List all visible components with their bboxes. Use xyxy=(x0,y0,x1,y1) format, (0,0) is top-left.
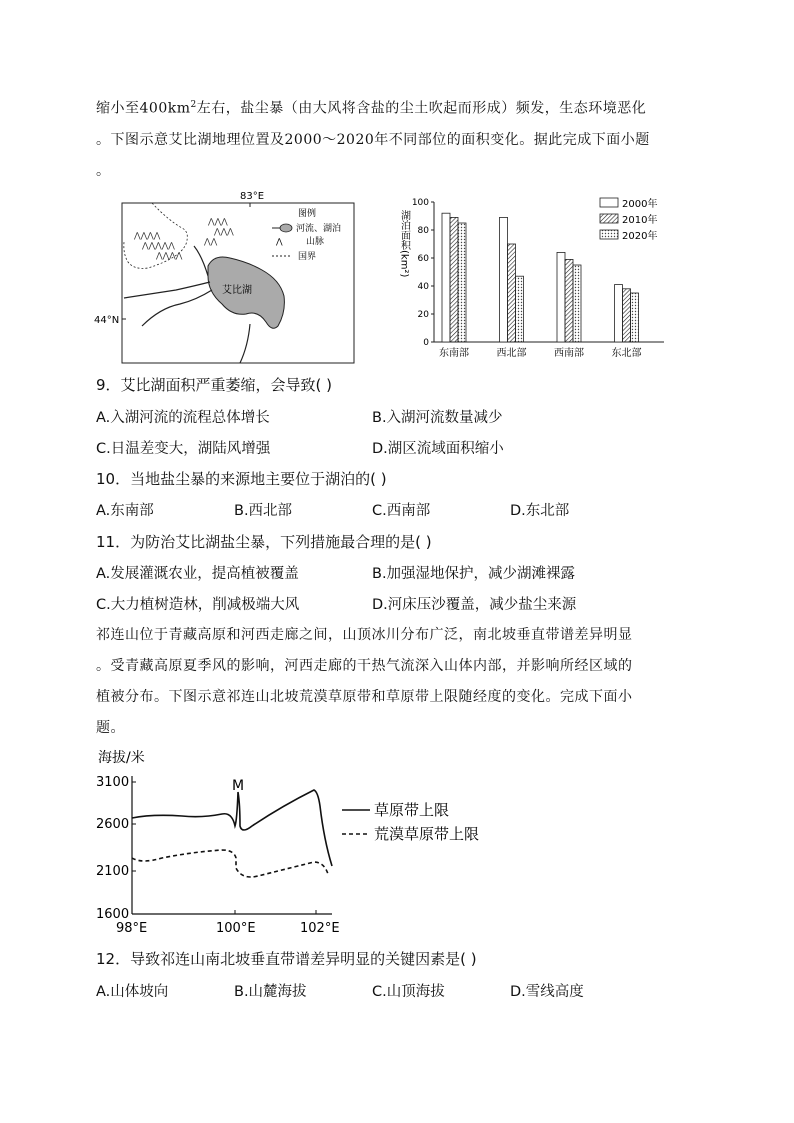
q12-option-a[interactable]: A.山体坡向 xyxy=(96,984,169,1000)
legend-solid-label: 草原带上限 xyxy=(374,801,450,819)
q10-option-b[interactable]: B.西北部 xyxy=(234,503,293,519)
q9-option-c[interactable]: C.日温差变大，湖陆风增强 xyxy=(96,441,271,457)
bar-2000年-西北部 xyxy=(500,217,508,342)
bar-category-label: 西南部 xyxy=(554,348,584,359)
question-12-stem: 12．导致祁连山南北坡垂直带谱差异明显的关键因素是( ) xyxy=(96,950,477,968)
bar-ytick-label: 20 xyxy=(417,310,429,320)
bar-2020年-西南部 xyxy=(573,265,581,342)
bar-2010年-东南部 xyxy=(450,217,458,342)
q9-option-a[interactable]: A.入湖河流的流程总体增长 xyxy=(96,410,270,426)
bar-legend-swatch xyxy=(600,198,618,207)
intro2-line4: 题。 xyxy=(96,720,125,736)
q11-option-c[interactable]: C.大力植树造林，削减极端大风 xyxy=(96,597,300,613)
q12-option-c[interactable]: C.山顶海拔 xyxy=(372,984,445,1000)
svg-text:山脉: 山脉 xyxy=(306,237,325,247)
ytick-2600: 2600 xyxy=(96,817,130,832)
intro-paragraph-2 xyxy=(96,620,706,744)
svg-text:河流、湖泊: 河流、湖泊 xyxy=(296,224,342,234)
bar-ytick-label: 40 xyxy=(417,282,429,292)
bar-ytick-label: 80 xyxy=(417,226,429,236)
bar-2010年-西南部 xyxy=(565,259,573,342)
bar-2010年-西北部 xyxy=(508,244,516,342)
bar-category-label: 东北部 xyxy=(611,348,642,359)
svg-text:⋀⋀⋀: ⋀⋀⋀ xyxy=(214,227,234,236)
intro2-line2: 。受青藏高原夏季风的影响，河西走廊的干热气流深入山体内部，并影响所经区域的 xyxy=(96,658,633,674)
desert-steppe-upper-limit-line xyxy=(132,850,328,877)
bar-2000年-东北部 xyxy=(615,285,623,342)
svg-text:图例: 图例 xyxy=(298,209,317,219)
bar-category-label: 东南部 xyxy=(439,348,469,359)
question-11-stem: 11．为防治艾比湖盐尘暴，下列措施最合理的是( ) xyxy=(96,533,432,551)
bar-2010年-东北部 xyxy=(623,289,631,342)
bar-legend-swatch xyxy=(600,230,618,239)
intro1-line1: 缩小至$400km^2$左右，盐尘暴（由大风将含盐的尘土吹起而形成）频发，生态环境恶化 xyxy=(96,100,647,117)
ytick-3100: 3100 xyxy=(96,775,130,790)
steppe-upper-limit-line xyxy=(132,790,332,866)
svg-text:⋀⋀⋀: ⋀⋀⋀ xyxy=(208,217,228,226)
lake-area-bar-chart xyxy=(394,190,674,366)
q12-option-d[interactable]: D.雪线高度 xyxy=(510,984,584,1000)
legend-dashed-label: 荒漠草原带上限 xyxy=(374,825,480,843)
xtick-98: 98°E xyxy=(116,921,148,934)
ebinur-lake-map xyxy=(90,186,370,368)
bar-legend-swatch xyxy=(600,214,618,223)
intro2-line1: 祁连山位于青藏高原和河西走廊之间，山顶冰川分布广泛，南北坡垂直带谱差异明显 xyxy=(96,627,633,643)
bar-ytick-label: 60 xyxy=(417,254,429,264)
marker-m: M xyxy=(232,778,245,794)
question-10-stem: 10．当地盐尘暴的来源地主要位于湖泊的( ) xyxy=(96,470,387,488)
q11-option-d[interactable]: D.河床压沙覆盖，减少盐尘来源 xyxy=(372,597,577,613)
bar-2020年-东南部 xyxy=(458,223,466,342)
intro2-line3: 植被分布。下图示意祁连山北坡荒漠草原带和草原带上限随经度的变化。完成下面小 xyxy=(96,689,633,705)
bar-category-label: 西北部 xyxy=(496,348,527,359)
xtick-102: 102°E xyxy=(300,921,340,934)
intro-paragraph-1 xyxy=(96,90,706,187)
map-longitude-label: 83°E xyxy=(240,191,265,202)
q10-option-c[interactable]: C.西南部 xyxy=(372,503,431,519)
svg-text:⋀⋀⋀⋀: ⋀⋀⋀⋀ xyxy=(156,251,183,260)
bar-2000年-西南部 xyxy=(557,252,565,342)
bar-2020年-东北部 xyxy=(631,293,639,342)
ytick-2100: 2100 xyxy=(96,864,130,879)
ytick-1600: 1600 xyxy=(96,907,130,922)
svg-text:⋀⋀: ⋀⋀ xyxy=(204,237,218,246)
legend-mountain-icon: ⋀ xyxy=(276,237,283,246)
question-9-stem: 9．艾比湖面积严重萎缩，会导致( ) xyxy=(96,376,333,394)
intro1-line3: 。 xyxy=(96,162,111,179)
mountain-icon xyxy=(133,217,234,260)
xtick-100: 100°E xyxy=(216,921,256,934)
svg-text:⋀⋀⋀⋀⋀: ⋀⋀⋀⋀⋀ xyxy=(142,241,175,250)
q9-option-d[interactable]: D.湖区流域面积缩小 xyxy=(372,441,504,457)
intro1-line2: 。下图示意艾比湖地理位置及2000～2020年不同部位的面积变化。据此完成下面小题 xyxy=(96,131,650,148)
bar-ylabel: 湖泊面积(km²) xyxy=(398,210,410,278)
q10-option-a[interactable]: A.东南部 xyxy=(96,503,154,519)
map-legend xyxy=(272,207,341,262)
bar-ytick-label: 100 xyxy=(411,198,429,208)
q9-option-b[interactable]: B.入湖河流数量减少 xyxy=(372,410,503,426)
bar-2020年-西北部 xyxy=(516,276,524,342)
bar-legend-label: 2010年 xyxy=(622,215,658,226)
svg-text:国界: 国界 xyxy=(298,252,317,262)
q12-option-b[interactable]: B.山麓海拔 xyxy=(234,984,307,1000)
bar-ytick-label: 0 xyxy=(423,338,429,348)
qilian-vegetation-chart xyxy=(92,744,512,934)
line-chart-ylabel: 海拔/米 xyxy=(98,750,145,766)
bar-legend-label: 2020年 xyxy=(622,231,658,242)
q10-option-d[interactable]: D.东北部 xyxy=(510,503,570,519)
bar-2000年-东南部 xyxy=(442,213,450,342)
lake-label: 艾比湖 xyxy=(222,285,252,296)
map-latitude-label: 44°N xyxy=(94,315,120,326)
q11-option-a[interactable]: A.发展灌溉农业，提高植被覆盖 xyxy=(96,566,299,582)
q11-option-b[interactable]: B.加强湿地保护，减少湖滩裸露 xyxy=(372,566,576,582)
svg-text:⋀⋀⋀⋀: ⋀⋀⋀⋀ xyxy=(134,231,161,240)
bar-legend-label: 2000年 xyxy=(622,199,658,210)
